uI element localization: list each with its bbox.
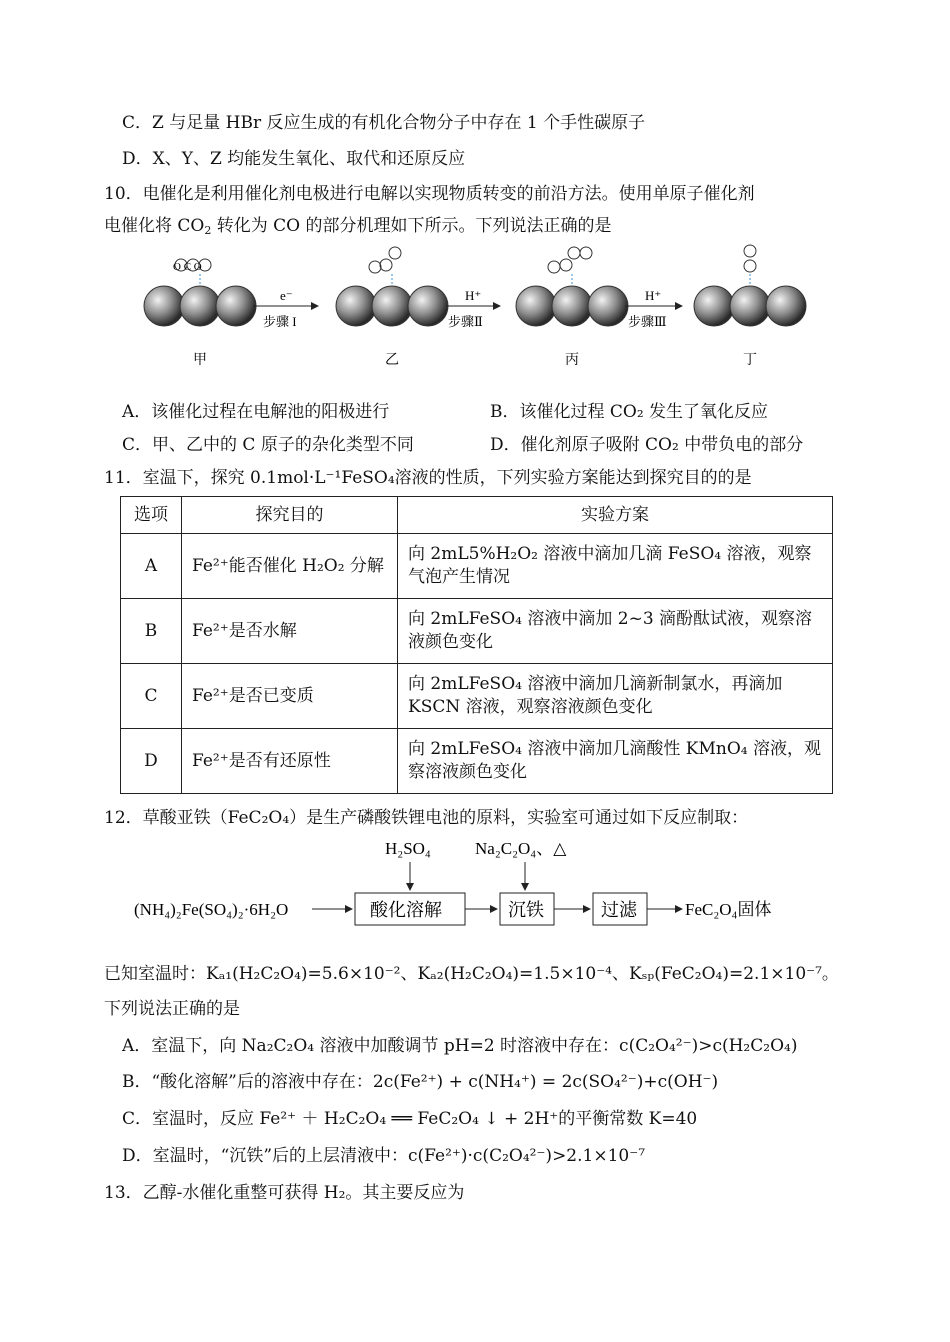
header-option: 选项: [121, 497, 182, 534]
step-2-reagent: H⁺: [465, 288, 482, 303]
q12-option-b: B．“酸化溶解”后的溶液中存在：2c(Fe²⁺) + c(NH₄⁺) = 2c(SO₄²⁻)+c(OH⁻): [122, 1072, 719, 1092]
flow-start: (NH₄)₂Fe(SO₄)₂·6H₂O: [134, 900, 289, 919]
q10-option-d: D．催化剂原子吸附 CO₂ 中带负电的部分: [490, 435, 804, 455]
q11-stem: 11．室温下，探究 0.1mol·L⁻¹FeSO₄溶液的性质，下列实验方案能达到探究目的的是: [104, 468, 752, 488]
step-3-arrow: [625, 288, 682, 329]
atoms-oco-1: O C O: [173, 261, 202, 273]
row-plan: 向 2mLFeSO₄ 溶液中滴加 2~3 滴酚酞试液，观察溶液颜色变化: [398, 599, 833, 664]
stage-yi: [336, 247, 448, 326]
q13-stem: 13．乙醇-水催化重整可获得 H₂。其主要反应为: [104, 1183, 465, 1203]
stage-jia: [144, 259, 256, 326]
row-goal: Fe²⁺是否已变质: [182, 664, 398, 729]
stage-label-bing: 丙: [565, 353, 579, 368]
step-3-reagent: H⁺: [645, 288, 662, 303]
q12-known-constants: 已知室温时：Kₐ₁(H₂C₂O₄)=5.6×10⁻²、Kₐ₂(H₂C₂O₄)=1.5×10⁻⁴、Kₛₚ(FeC₂O₄)=2.1×10⁻⁷。: [104, 964, 839, 984]
stage-label-jia: 甲: [193, 353, 207, 368]
row-option: C: [121, 664, 182, 729]
flow-reagent-1: H₂SO₄: [385, 839, 431, 858]
adsorbate-co: [744, 245, 756, 272]
stage-label-yi: 乙: [385, 353, 399, 368]
header-plan: 实验方案: [398, 497, 833, 534]
step-1-label: 步骤 I: [263, 314, 297, 329]
q10-option-b: B．该催化过程 CO₂ 发生了氧化反应: [490, 402, 769, 422]
row-plan: 向 2mLFeSO₄ 溶液中滴加几滴酸性 KMnO₄ 溶液，观察溶液颜色变化: [398, 729, 833, 794]
header-goal: 探究目的: [182, 497, 398, 534]
row-option: A: [121, 534, 182, 599]
step-1-arrow: [253, 288, 318, 329]
row-option: B: [121, 599, 182, 664]
table-row: [121, 599, 833, 664]
q12-flow-diagram: [130, 832, 810, 932]
q10-mechanism-diagram: [120, 240, 820, 375]
q10-option-a: A．该催化过程在电解池的阳极进行: [122, 402, 390, 422]
stage-bing: [516, 247, 628, 326]
table-row: [121, 664, 833, 729]
flow-end: FeC₂O₄固体: [685, 900, 772, 919]
step-2-arrow: [446, 288, 500, 329]
row-goal: Fe²⁺是否水解: [182, 599, 398, 664]
stage-label-ding: 丁: [743, 353, 757, 368]
row-goal: Fe²⁺是否有还原性: [182, 729, 398, 794]
adsorbate-oco-2: [369, 247, 401, 273]
flow-box-1-label: 酸化溶解: [370, 900, 442, 920]
table-header-row: [121, 497, 833, 534]
adsorbate-ocoh: [548, 247, 592, 273]
flow-reagent-2: Na₂C₂O₄、△: [475, 839, 567, 858]
row-plan: 向 2mLFeSO₄ 溶液中滴加几滴新制氯水，再滴加 KSCN 溶液，观察溶液颜色变化: [398, 664, 833, 729]
q10-stem-line1: 10．电催化是利用催化剂电极进行电解以实现物质转变的前沿方法。使用单原子催化剂: [104, 184, 755, 204]
q10-stem-line2: 电催化将 $CO_2$ 转化为 CO 的部分机理如下所示。下列说法正确的是: [104, 216, 612, 237]
q12-stem: 12．草酸亚铁（FeC₂O₄）是生产磷酸铁锂电池的原料，实验室可通过如下反应制取：: [104, 808, 749, 828]
step-2-label: 步骤Ⅱ: [448, 314, 483, 329]
q12-ask: 下列说法正确的是: [104, 999, 240, 1019]
flow-box-2-label: 沉铁: [508, 900, 544, 920]
step-1-reagent: e⁻: [280, 288, 293, 303]
table-row: [121, 534, 833, 599]
q12-option-c: C．室温时，反应 Fe²⁺ ＋ H₂C₂O₄ ══ FeC₂O₄ ↓ + 2H⁺的平衡常数 K=40: [122, 1109, 698, 1129]
flow-box-3-label: 过滤: [601, 900, 637, 920]
q12-option-a: A．室温下，向 Na₂C₂O₄ 溶液中加酸调节 pH=2 时溶液中存在：c(C₂O₄²⁻)>c(H₂C₂O₄): [122, 1036, 798, 1056]
q10-option-c: C．甲、乙中的 C 原子的杂化类型不同: [122, 435, 414, 455]
step-3-label: 步骤Ⅲ: [628, 314, 667, 329]
stage-ding: [694, 245, 806, 326]
table-row: [121, 729, 833, 794]
q9-option-d: D．X、Y、Z 均能发生氧化、取代和还原反应: [122, 149, 466, 169]
q12-option-d: D．室温时，“沉铁”后的上层清液中：c(Fe²⁺)·c(C₂O₄²⁻)>2.1×10⁻⁷: [122, 1146, 646, 1166]
row-goal: Fe²⁺能否催化 H₂O₂ 分解: [182, 534, 398, 599]
row-plan: 向 2mL5%H₂O₂ 溶液中滴加几滴 FeSO₄ 溶液，观察气泡产生情况: [398, 534, 833, 599]
q9-option-c: C．Z 与足量 HBr 反应生成的有机化合物分子中存在 1 个手性碳原子: [122, 113, 646, 133]
row-option: D: [121, 729, 182, 794]
q11-experiment-table: [120, 496, 833, 794]
